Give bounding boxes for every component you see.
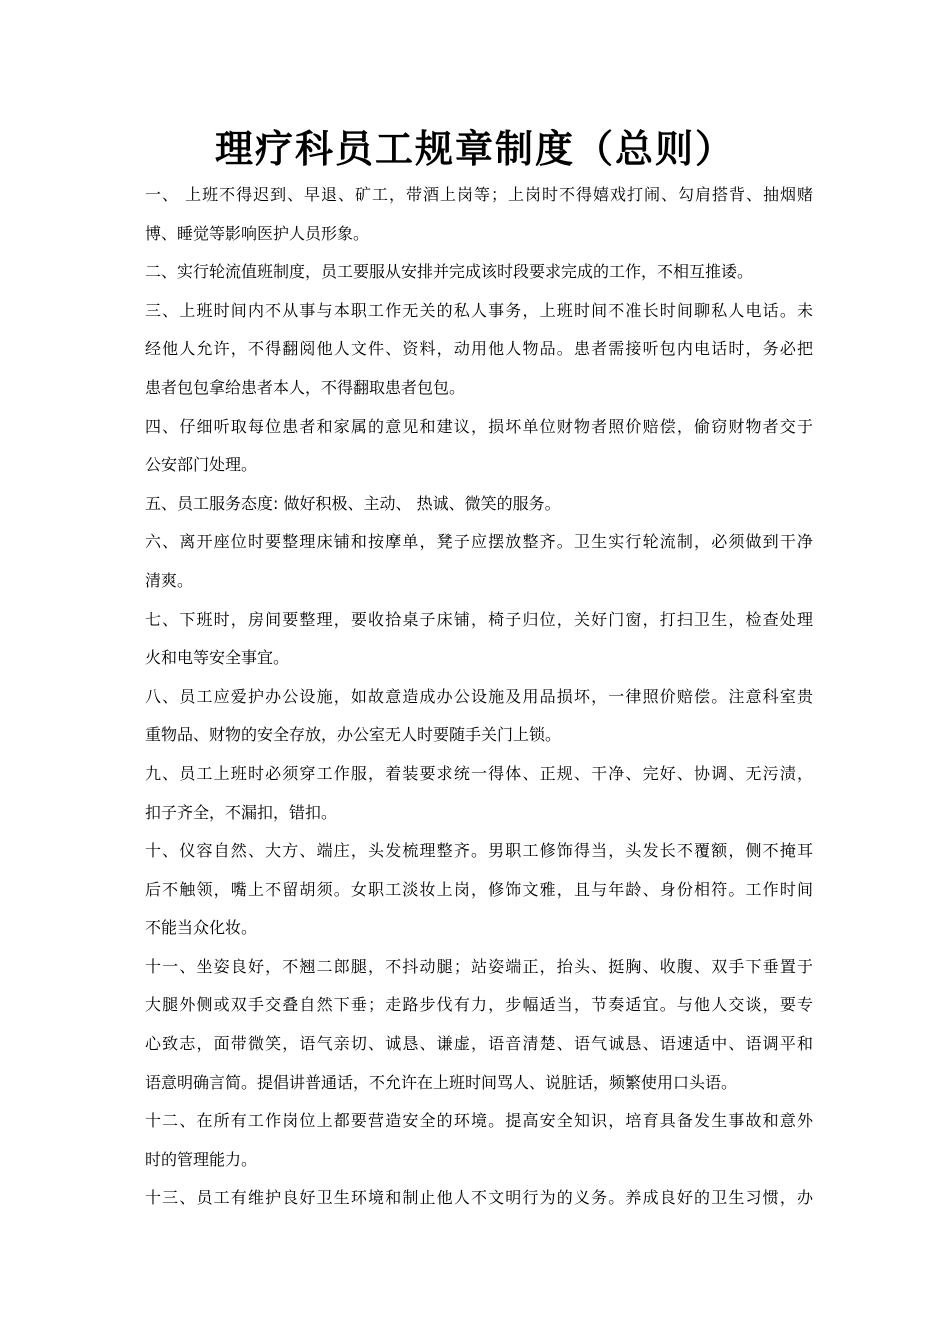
body-line: 八、员工应爱护办公设施，如故意造成办公设施及用品损坏，一律照价赔偿。注意科室贵 xyxy=(145,686,813,706)
document-body xyxy=(145,176,813,1218)
body-line: 大腿外侧或双手交叠自然下垂；走路步伐有力，步幅适当，节奏适宜。与他人交谈，要专 xyxy=(145,995,813,1015)
body-line: 扣子齐全，不漏扣，错扣。 xyxy=(145,802,338,822)
body-line: 火和电等安全事宜。 xyxy=(145,648,290,668)
body-line: 十三、员工有维护良好卫生环境和制止他人不文明行为的义务。养成良好的卫生习惯，办 xyxy=(145,1188,813,1208)
body-line: 清爽。 xyxy=(145,570,194,590)
body-line: 公安部门处理。 xyxy=(145,455,258,475)
body-line: 六、离开座位时要整理床铺和按摩单，凳子应摆放整齐。卫生实行轮流制，必须做到干净 xyxy=(145,532,813,552)
body-line: 重物品、财物的安全存放，办公室无人时要随手关门上锁。 xyxy=(145,725,562,745)
body-line: 心致志，面带微笑，语气亲切、诚恳、谦虚，语音清楚、语气诚恳、语速适中、语调平和 xyxy=(145,1034,813,1054)
body-line: 十、仪容自然、大方、端庄，头发梳理整齐。男职工修饰得当，头发长不覆额，侧不掩耳 xyxy=(145,841,813,861)
body-line: 后不触领，嘴上不留胡须。女职工淡妆上岗，修饰文雅，且与年龄、身份相符。工作时间 xyxy=(145,879,813,899)
body-line: 博、睡觉等影响医护人员形象。 xyxy=(145,223,370,243)
body-line: 时的管理能力。 xyxy=(145,1149,258,1169)
body-line: 二、实行轮流值班制度，员工要服从安排并完成该时段要求完成的工作，不相互推诿。 xyxy=(145,262,754,282)
body-line: 语意明确言简。提倡讲普通话，不允许在上班时间骂人、说脏话，频繁使用口头语。 xyxy=(145,1072,738,1092)
body-line: 三、上班时间内不从事与本职工作无关的私人事务，上班时间不准长时间聊私人电话。未 xyxy=(145,300,813,320)
body-line: 一、 上班不得迟到、早退、矿工，带酒上岗等；上岗时不得嬉戏打闹、勾肩搭背、抽烟赌 xyxy=(145,185,813,204)
body-line: 十二、在所有工作岗位上都要营造安全的环境。提高安全知识，培育具备发生事故和意外 xyxy=(145,1111,813,1131)
body-line: 九、员工上班时必须穿工作服，着装要求统一得体、正规、干净、完好、协调、无污渍， xyxy=(145,763,813,783)
body-line: 十一、坐姿良好，不翘二郎腿，不抖动腿；站姿端正，抬头、挺胸、收腹、双手下垂置于 xyxy=(145,956,813,976)
body-line: 四、仔细听取每位患者和家属的意见和建议，损坏单位财物者照价赔偿，偷窃财物者交于 xyxy=(145,416,813,436)
body-line: 七、下班时，房间要整理，要收拾桌子床铺，椅子归位，关好门窗，打扫卫生，检查处理 xyxy=(145,609,813,629)
document-title: 理疗科员工规章制度（总则） xyxy=(214,126,735,171)
body-line: 患者包包拿给患者本人，不得翻取患者包包。 xyxy=(145,377,466,397)
body-line: 经他人允许，不得翻阅他人文件、资料，动用他人物品。患者需接听包内电话时，务必把 xyxy=(145,339,813,359)
body-line: 不能当众化妆。 xyxy=(145,918,258,938)
body-line: 五、员工服务态度: 做好积极、主动、 热诚、微笑的服务。 xyxy=(145,493,561,513)
